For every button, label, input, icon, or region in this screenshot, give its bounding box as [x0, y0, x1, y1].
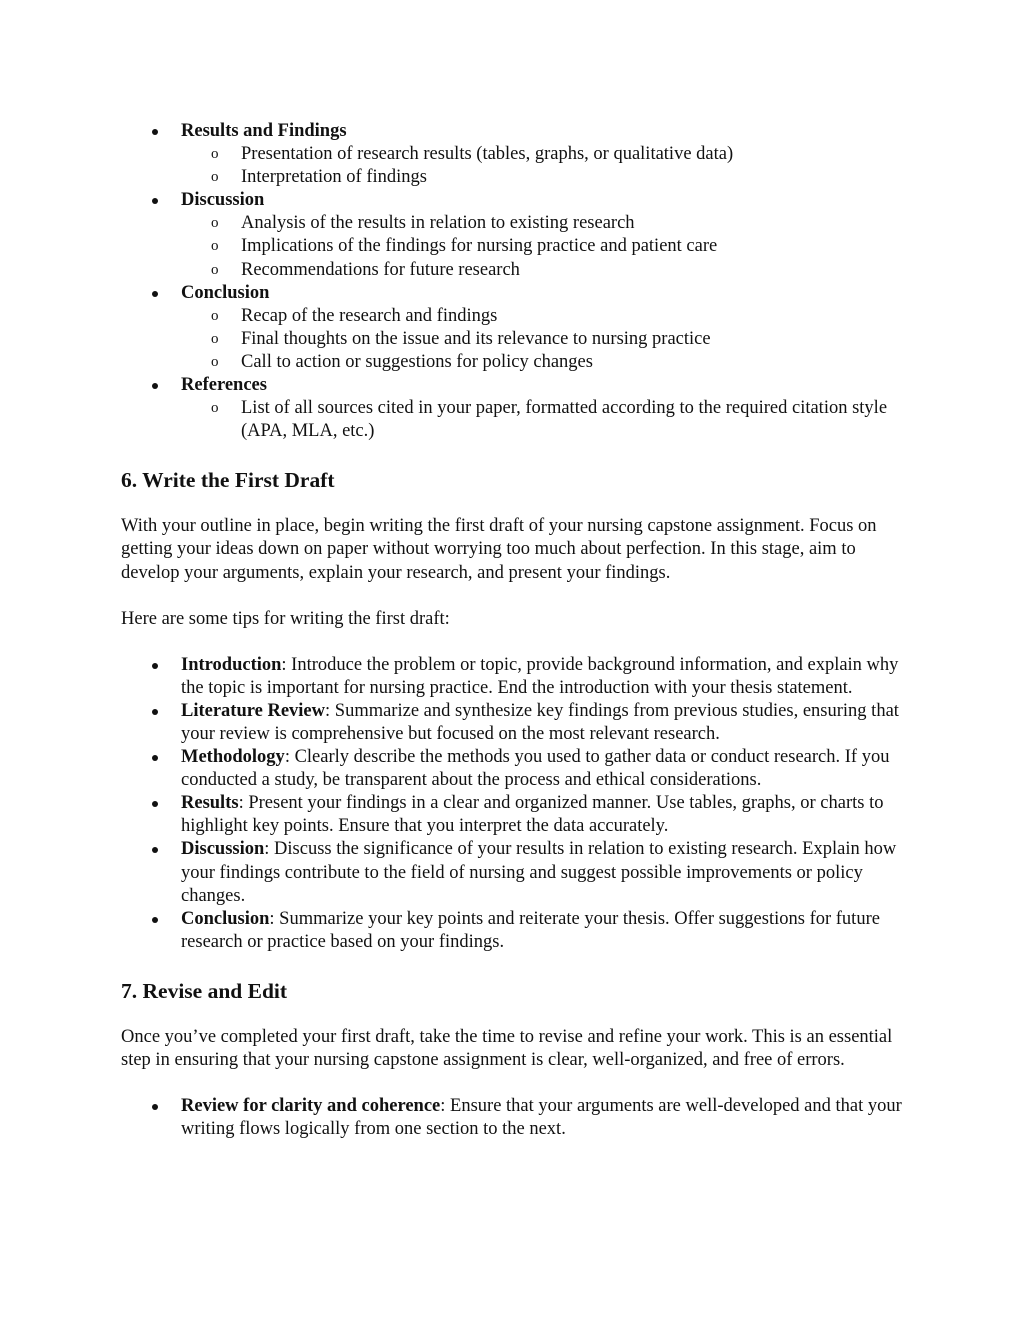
sub-bullet-icon: o — [211, 307, 219, 324]
outline-subitem — [181, 305, 911, 328]
section-7-heading: 7. Revise and Edit — [121, 978, 288, 1003]
tip-text: : Summarize and synthesize key findings from previous studies, ensuring that your review is comprehensive but focused on the most relevant research. — [181, 700, 899, 744]
tip-item — [121, 746, 911, 792]
outline-sublist — [181, 397, 911, 443]
bullet-icon — [152, 755, 158, 761]
document-page — [121, 120, 911, 1141]
tip-item — [121, 908, 911, 954]
section-6-tips-lead: Here are some tips for writing the first draft: — [121, 608, 450, 629]
tip-text: : Discuss the significance of your results in relation to existing research. Explain how your findings contribute to the field of nursing and suggest possible improvements or policy changes. — [181, 839, 897, 906]
bullet-icon — [152, 847, 158, 853]
outline-sublist — [181, 305, 911, 374]
section-7-intro: Once you’ve completed your first draft, take the time to revise and refine your work. This is an essential step in ensuring that your nursing capstone assignment is clear, well-organized, and free of errors. — [121, 1026, 893, 1070]
bullet-icon — [152, 709, 158, 715]
revise-term: Review for clarity and coherence — [181, 1096, 441, 1117]
outline-subitem-text: Analysis of the results in relation to existing research — [241, 213, 635, 234]
outline-subitem — [181, 328, 911, 351]
tip-term: Discussion — [181, 839, 265, 860]
outline-subitem — [181, 397, 911, 443]
outline-item-title: Conclusion — [181, 282, 270, 303]
tip-term: Methodology — [181, 747, 285, 768]
section-6-intro: With your outline in place, begin writing the first draft of your nursing capstone assignment. Focus on getting your ideas down on paper without worrying too much about perfection. In this stage, aim to develop your arguments, explain your research, and present your findings. — [121, 516, 877, 583]
tip-item — [121, 654, 911, 700]
tips-list — [121, 654, 911, 954]
outline-subitem-text: Implications of the findings for nursing practice and patient care — [241, 236, 718, 257]
outline-item-references — [121, 374, 911, 443]
outline-subitem — [181, 235, 911, 258]
sub-bullet-icon: o — [211, 238, 219, 255]
outline-list — [121, 120, 911, 443]
outline-sublist — [181, 212, 911, 281]
outline-subitem-text: List of all sources cited in your paper, formatted according to the required citation style (APA, MLA, etc.) — [241, 398, 888, 442]
sub-bullet-icon: o — [211, 400, 219, 417]
outline-subitem — [181, 351, 911, 374]
tip-text: : Summarize your key points and reiterate your thesis. Offer suggestions for future research or practice based on your findings. — [181, 908, 880, 952]
tip-text: : Introduce the problem or topic, provide background information, and explain why the topic is important for nursing practice. End the introduction with your thesis statement. — [181, 654, 899, 698]
tip-text: : Clearly describe the methods you used to gather data or conduct research. If you conducted a study, be transparent about the process and ethical considerations. — [181, 747, 890, 791]
sub-bullet-icon: o — [211, 169, 219, 186]
outline-item-results — [121, 120, 911, 189]
outline-item-conclusion — [121, 282, 911, 374]
tip-term: Conclusion — [181, 908, 270, 929]
tip-text: : Present your findings in a clear and organized manner. Use tables, graphs, or charts to highlight key points. Ensure that you interpret the data accurately. — [181, 793, 884, 837]
sub-bullet-icon: o — [211, 330, 219, 347]
bullet-icon — [152, 383, 158, 389]
outline-item-discussion — [121, 189, 911, 281]
tip-term: Introduction — [181, 654, 282, 675]
outline-item-title: Discussion — [181, 190, 265, 211]
bullet-icon — [152, 917, 158, 923]
outline-subitem-text: Recap of the research and findings — [241, 305, 498, 326]
outline-subitem-text: Call to action or suggestions for policy changes — [241, 351, 593, 372]
section-6-heading: 6. Write the First Draft — [121, 468, 335, 493]
outline-item-title: References — [181, 375, 267, 396]
tip-item — [121, 838, 911, 907]
tip-item — [121, 792, 911, 838]
bullet-icon — [152, 291, 158, 297]
outline-subitem-text: Final thoughts on the issue and its relevance to nursing practice — [241, 328, 711, 349]
outline-subitem — [181, 143, 911, 166]
bullet-icon — [152, 663, 158, 669]
outline-subitem — [181, 166, 911, 189]
bullet-icon — [152, 1104, 158, 1110]
bullet-icon — [152, 129, 158, 135]
revise-text: : Ensure that your arguments are well-developed and that your writing flows logically from one section to the next. — [181, 1096, 902, 1140]
bullet-icon — [152, 198, 158, 204]
tip-term: Literature Review — [181, 700, 326, 721]
outline-subitem-text: Presentation of research results (tables, graphs, or qualitative data) — [241, 144, 734, 165]
revise-item — [121, 1095, 911, 1141]
bullet-icon — [152, 801, 158, 807]
sub-bullet-icon: o — [211, 261, 219, 278]
sub-bullet-icon: o — [211, 215, 219, 232]
revise-list — [121, 1095, 911, 1141]
outline-subitem — [181, 212, 911, 235]
sub-bullet-icon: o — [211, 146, 219, 163]
sub-bullet-icon: o — [211, 353, 219, 370]
outline-subitem-text: Interpretation of findings — [241, 167, 427, 188]
tip-term: Results — [181, 793, 239, 814]
outline-sublist — [181, 143, 911, 189]
outline-item-title: Results and Findings — [181, 121, 347, 141]
outline-subitem-text: Recommendations for future research — [241, 259, 520, 280]
tip-item — [121, 700, 911, 746]
outline-subitem — [181, 259, 911, 282]
